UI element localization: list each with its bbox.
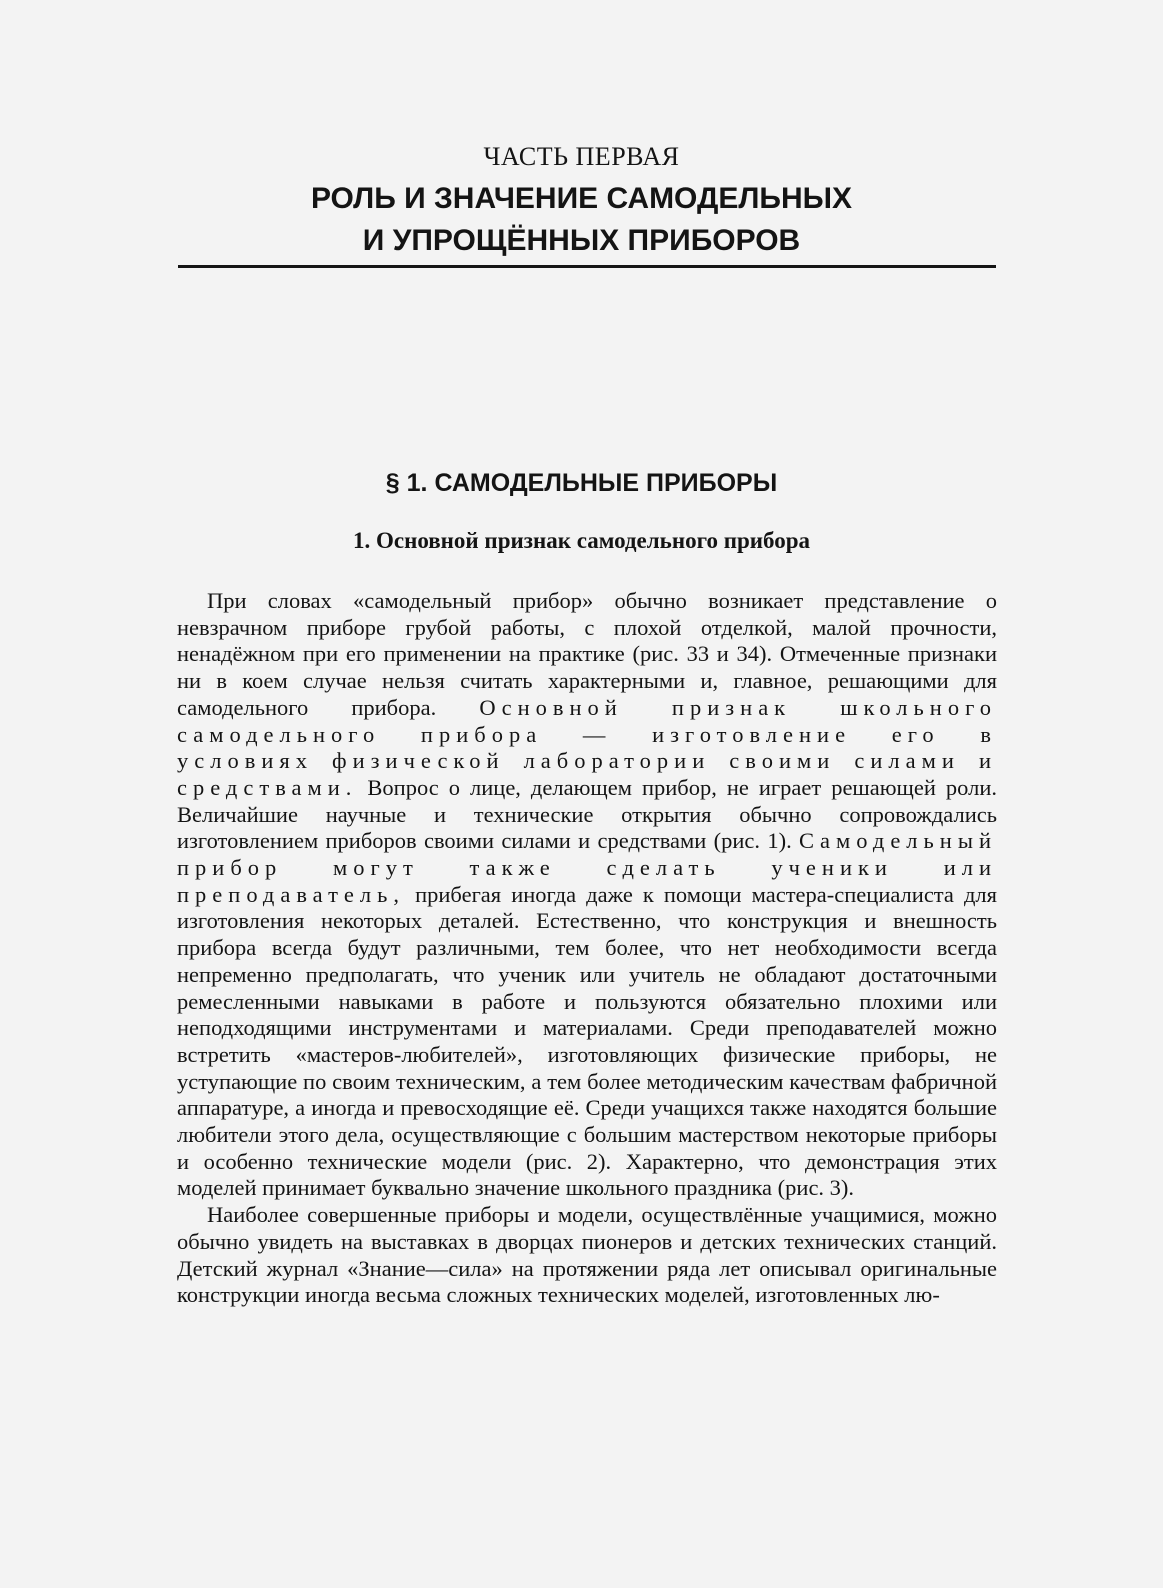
paragraph-1	[177, 588, 997, 1202]
part-title-line-1: РОЛЬ И ЗНАЧЕНИЕ САМОДЕЛЬНЫХ	[310, 182, 853, 215]
paragraph-1-part-c: прибегая иногда даже к помощи мастера-специалиста для изготовления некоторых деталей. Естественно, что конструкция и внешность прибора всегда будут различными, тем более, что нет необходимости всегда непременно предполагать, что ученик или учитель не обладают достаточными ремесленными навыками в работе и пользуются обязательно плохими или неподходящими инструментами и материалами. Среди преподавателей можно встретить «мастеров-любителей», изготовляющих физические приборы, не уступающие по своим техническим, а тем более методическим качествам фабричной аппаратуре, а иногда и превосходящие её. Среди учащихся также находятся большие любители этого дела, осуществляющие с большим мастерством некоторые приборы и особенно технические модели (рис. 2). Характерно, что демонстрация этих моделей принимает буквально значение школьного праздника (рис. 3).	[177, 881, 997, 1201]
paragraph-2: Наиболее совершенные приборы и модели, осуществлённые учащимися, можно обычно увидеть на выставках в дворцах пионеров и детских технических станций. Детский журнал «Знание—сила» на протяжении ряда лет описывал оригинальные конструкции иногда весьма сложных технических моделей, изготовленных лю-	[177, 1202, 997, 1308]
paragraph-1-part-a: При словах «самодельный прибор» обычно возникает представление о невзрачном приборе грубой работы, с плохой отделкой, малой прочности, ненадёжном при его применении на практике (рис. 33 и 34). Отмеченные признаки ни в коем случае нельзя считать характерными и, главное, решающими для самодельного прибора.	[177, 588, 997, 720]
paragraph-1-part-b: Вопрос о лице, делающем прибор, не играет решающей роли. Величайшие научные и технические открытия обычно сопровождались изготовлением приборов своими силами и средствами (рис. 1).	[177, 774, 997, 854]
emphasis-who-makes: Самодельный прибор могут также сделать ученики или преподаватель,	[177, 828, 997, 907]
body-text	[177, 588, 997, 1309]
part-label: ЧАСТЬ ПЕРВАЯ	[483, 142, 680, 171]
title-divider	[178, 265, 996, 268]
subsection-title: 1. Основной признак самодельного прибора	[352, 528, 810, 553]
part-title	[0, 178, 1163, 262]
part-title-line-2: И УПРОЩЁННЫХ ПРИБОРОВ	[362, 224, 801, 257]
section-title: § 1. САМОДЕЛЬНЫЕ ПРИБОРЫ	[385, 469, 778, 497]
emphasis-main-feature: Основной признак школьного самодельного прибора — изготовление его в условиях физической лаборатории своими силами и средствами.	[177, 694, 997, 800]
